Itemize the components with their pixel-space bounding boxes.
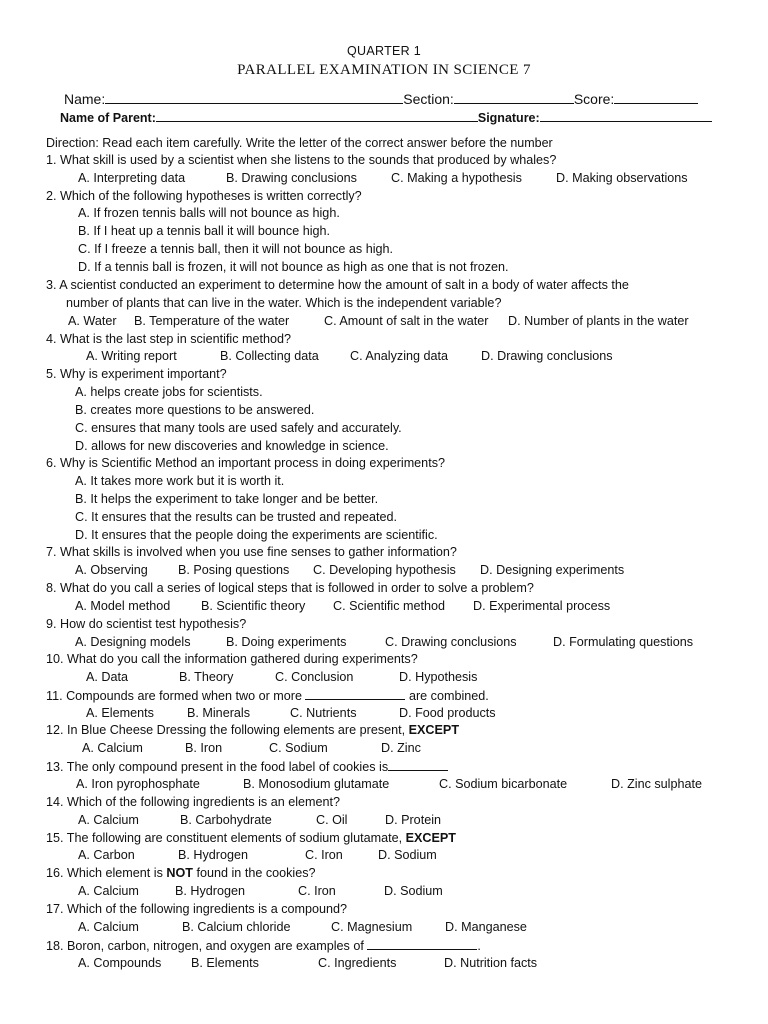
question-11: [46, 688, 489, 704]
section-blank: [454, 91, 574, 104]
option-7c: C. Developing hypothesis: [313, 563, 456, 577]
question-14: 14. Which of the following ingredients is an element?: [46, 795, 341, 809]
option-15b: B. Hydrogen: [178, 848, 249, 862]
parent-info-line: [60, 109, 712, 125]
options-7: [75, 563, 624, 578]
options-4: [86, 349, 613, 364]
option-10c: C. Conclusion: [275, 670, 354, 684]
question-18-text: 18. Boron, carbon, nitrogen, and oxygen are examples of: [46, 939, 368, 953]
question-15: [46, 831, 456, 846]
option-18c: C. Ingredients: [318, 956, 397, 970]
option-15d: D. Sodium: [378, 848, 437, 862]
option-3a: A. Water: [68, 314, 117, 328]
option-9b: B. Doing experiments: [226, 635, 347, 649]
options-14: [78, 813, 441, 828]
option-14b: B. Carbohydrate: [180, 813, 272, 827]
question-13-text: 13. The only compound present in the food label of cookies is: [46, 760, 389, 774]
option-5a: A. helps create jobs for scientists.: [75, 385, 263, 399]
options-9: [75, 635, 693, 650]
quarter-heading: QUARTER 1: [346, 44, 421, 58]
question-9: 9. How do scientist test hypothesis?: [46, 617, 247, 631]
name-label: Name:: [64, 91, 106, 107]
question-18: [46, 938, 481, 954]
option-14d: D. Protein: [385, 813, 441, 827]
option-3c: C. Amount of salt in the water: [324, 314, 489, 328]
option-13a: A. Iron pyrophosphate: [76, 777, 200, 791]
question-18-text-end: .: [477, 939, 481, 953]
option-13b: B. Monosodium glutamate: [243, 777, 390, 791]
option-16d: D. Sodium: [384, 884, 443, 898]
option-15a: A. Carbon: [78, 848, 135, 862]
option-11a: A. Elements: [86, 706, 154, 720]
options-18: [78, 956, 537, 971]
options-17: [78, 920, 527, 935]
option-1c: C. Making a hypothesis: [391, 171, 522, 185]
parent-blank: [156, 109, 478, 122]
option-6a: A. It takes more work but it is worth it.: [75, 474, 285, 488]
option-1a: A. Interpreting data: [78, 171, 186, 185]
options-13: [76, 777, 702, 792]
question-3: 3. A scientist conducted an experiment to determine how the amount of salt in a body of water affects the: [46, 278, 629, 292]
option-14a: A. Calcium: [78, 813, 139, 827]
score-label: Score:: [573, 91, 615, 107]
option-12c: C. Sodium: [269, 741, 328, 755]
question-16-text: 16. Which element is: [46, 866, 167, 880]
option-8c: C. Scientific method: [333, 599, 445, 613]
signature-blank: [540, 109, 712, 122]
score-blank: [614, 91, 698, 104]
option-16a: A. Calcium: [78, 884, 139, 898]
option-17b: B. Calcium chloride: [182, 920, 291, 934]
question-18-blank: [367, 938, 477, 950]
option-14c: C. Oil: [316, 813, 348, 827]
option-1d: D. Making observations: [556, 171, 688, 185]
question-2: 2. Which of the following hypotheses is written correctly?: [46, 189, 362, 203]
option-6d: D. It ensures that the people doing the experiments are scientific.: [75, 528, 438, 542]
options-12: [82, 741, 421, 756]
option-9a: A. Designing models: [75, 635, 191, 649]
option-3d: D. Number of plants in the water: [508, 314, 689, 328]
option-12b: B. Iron: [185, 741, 223, 755]
option-4c: C. Analyzing data: [350, 349, 449, 363]
option-10a: A. Data: [86, 670, 128, 684]
option-5c: C. ensures that many tools are used safely and accurately.: [75, 421, 402, 435]
section-label: Section:: [403, 91, 454, 107]
option-12a: A. Calcium: [82, 741, 143, 755]
option-11d: D. Food products: [399, 706, 496, 720]
question-17: 17. Which of the following ingredients is a compound?: [46, 902, 348, 916]
question-5: 5. Why is experiment important?: [46, 367, 227, 381]
question-3-cont: number of plants that can live in the water. Which is the independent variable?: [66, 296, 502, 310]
option-4a: A. Writing report: [86, 349, 177, 363]
option-7a: A. Observing: [75, 563, 148, 577]
option-2d: D. If a tennis ball is frozen, it will not bounce as high as one that is not frozen.: [78, 260, 509, 274]
options-8: [75, 599, 610, 614]
question-16-text-end: found in the cookies?: [193, 866, 316, 880]
student-info-line: [64, 91, 698, 107]
options-16: [78, 884, 443, 899]
option-12d: D. Zinc: [381, 741, 421, 755]
option-9c: C. Drawing conclusions: [385, 635, 517, 649]
option-13c: C. Sodium bicarbonate: [439, 777, 568, 791]
option-8d: D. Experimental process: [473, 599, 611, 613]
question-4: 4. What is the last step in scientific method?: [46, 332, 291, 346]
question-11-blank: [305, 688, 405, 700]
option-16c: C. Iron: [298, 884, 336, 898]
options-10: [86, 670, 477, 685]
option-16b: B. Hydrogen: [175, 884, 246, 898]
option-3b: B. Temperature of the water: [134, 314, 290, 328]
question-11-text-end: are combined.: [405, 689, 489, 703]
option-1b: B. Drawing conclusions: [226, 171, 357, 185]
option-8b: B. Scientific theory: [201, 599, 306, 613]
option-11b: B. Minerals: [187, 706, 250, 720]
option-10d: D. Hypothesis: [399, 670, 478, 684]
question-12: [46, 723, 459, 738]
option-2a: A. If frozen tennis balls will not bounce as high.: [78, 206, 340, 220]
name-blank: [105, 91, 403, 104]
question-6: 6. Why is Scientific Method an important process in doing experiments?: [46, 456, 445, 470]
option-6c: C. It ensures that the results can be trusted and repeated.: [75, 510, 398, 524]
option-5b: B. creates more questions to be answered.: [75, 403, 315, 417]
question-13: [46, 759, 448, 775]
question-13-blank: [388, 759, 448, 771]
option-9d: D. Formulating questions: [553, 635, 693, 649]
option-10b: B. Theory: [179, 670, 234, 684]
question-1: 1. What skill is used by a scientist when she listens to the sounds that produced by whales?: [46, 153, 557, 167]
direction-text: Direction: Read each item carefully. Write the letter of the correct answer before the number: [46, 136, 553, 150]
question-12-emphasis: EXCEPT: [408, 723, 460, 737]
option-18b: B. Elements: [191, 956, 259, 970]
question-16: [46, 866, 316, 881]
options-1: [78, 171, 688, 186]
option-11c: C. Nutrients: [290, 706, 357, 720]
exam-title: PARALLEL EXAMINATION IN SCIENCE 7: [237, 62, 531, 78]
option-7d: D. Designing experiments: [480, 563, 625, 577]
option-15c: C. Iron: [305, 848, 343, 862]
option-4d: D. Drawing conclusions: [481, 349, 613, 363]
question-11-text: 11. Compounds are formed when two or more: [46, 689, 306, 703]
options-15: [78, 848, 437, 863]
signature-label: Signature:: [477, 111, 540, 125]
options-11: [86, 706, 496, 721]
question-7: 7. What skills is involved when you use fine senses to gather information?: [46, 545, 457, 559]
option-18d: D. Nutrition facts: [444, 956, 538, 970]
option-7b: B. Posing questions: [178, 563, 290, 577]
option-5d: D. allows for new discoveries and knowledge in science.: [75, 439, 389, 453]
option-4b: B. Collecting data: [220, 349, 319, 363]
question-16-emphasis: NOT: [166, 866, 193, 880]
question-15-text: 15. The following are constituent elements of sodium glutamate,: [46, 831, 406, 845]
option-2c: C. If I freeze a tennis ball, then it will not bounce as high.: [78, 242, 394, 256]
parent-label: Name of Parent:: [60, 111, 156, 125]
option-6b: B. It helps the experiment to take longer and be better.: [75, 492, 379, 506]
question-15-emphasis: EXCEPT: [405, 831, 456, 845]
question-8: 8. What do you call a series of logical steps that is followed in order to solve a problem?: [46, 581, 534, 595]
question-10: 10. What do you call the information gathered during experiments?: [46, 652, 418, 666]
options-3: [68, 314, 689, 329]
question-12-text: 12. In Blue Cheese Dressing the following elements are present,: [46, 723, 409, 737]
option-17a: A. Calcium: [78, 920, 139, 934]
option-17d: D. Manganese: [445, 920, 527, 934]
option-8a: A. Model method: [75, 599, 171, 613]
option-2b: B. If I heat up a tennis ball it will bounce high.: [78, 224, 331, 238]
option-18a: A. Compounds: [78, 956, 162, 970]
option-17c: C. Magnesium: [331, 920, 413, 934]
option-13d: D. Zinc sulphate: [611, 777, 702, 791]
